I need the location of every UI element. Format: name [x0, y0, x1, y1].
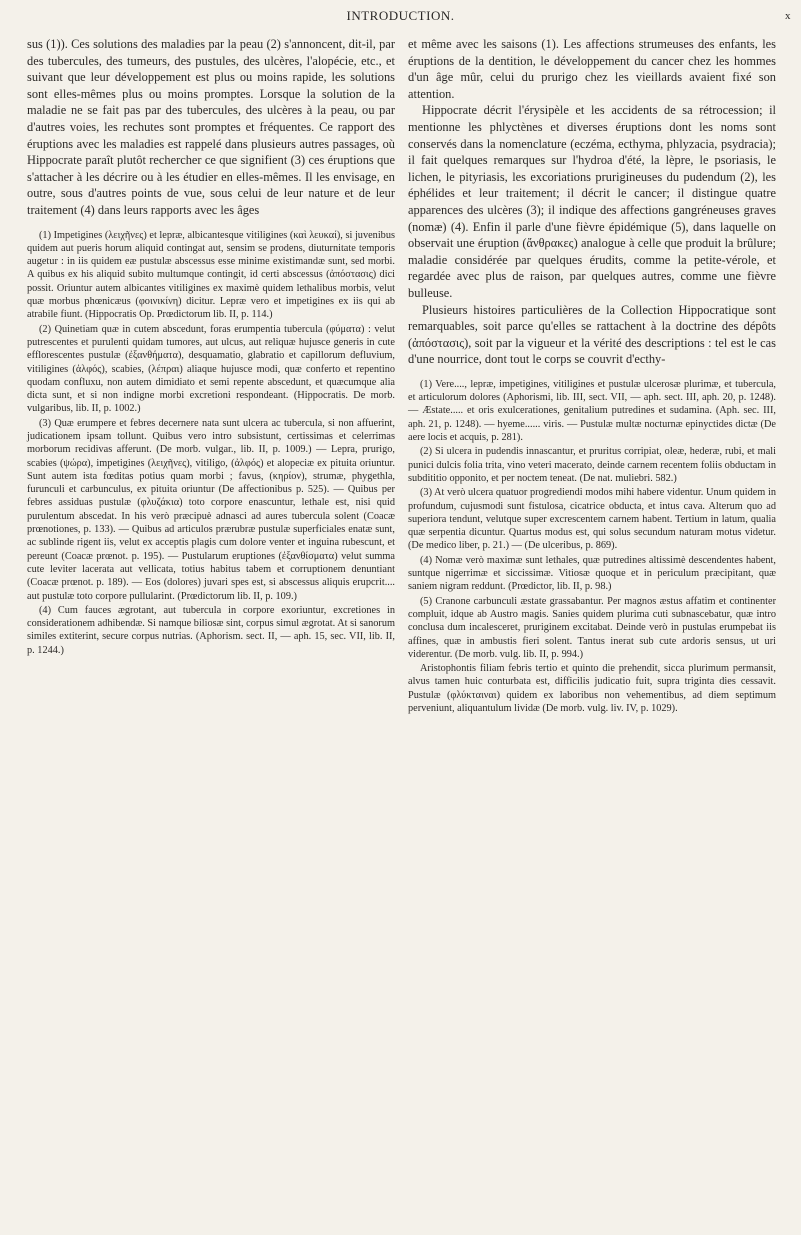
footnote: (3) At verò ulcera quatuor progrediendi modos mihi habere videntur. Unum quidem in profundum, cujusmodi sunt fistulosa, cicatrice obducta, et intus cava. Alterum quo ad superiora tendunt, velutque super excrescentem carnem habent. Tertium in latum, qualia quæ serpentia dicuntur. Quartus modus est, qui solus secundum naturam motus videtur. (De medico liber, p. 21.) — (De ulceribus, p. 869).: [408, 487, 776, 552]
right-body-text: [408, 36, 776, 368]
footnote: (5) Cranone carbunculi æstate grassabantur. Per magnos æstus affatim et continenter compluit, idque ab Austro magis. Sanies quidem plurima cuti subnascebatur, quæ intro conclusa dum incalesceret, pruriginem excitabat. Deinde verò in pustulas erumpebat iis affines, quæ in ambustis fieri solent. Tantus inerat sub cute ardoris sensus, ut uri viderentur. (De morb. vulg. lib. II, p. 994.): [408, 595, 776, 660]
left-column: [27, 36, 395, 658]
left-body-text: [27, 36, 395, 219]
footnote: (4) Nomæ verò maximæ sunt lethales, quæ putredines altissimè descendentes habent, suntque nigerrimæ et siccissimæ. Vitiosæ quoque et in periculum præcipitant, quæ saniem nigram reddunt. (Prœdictor, lib. II, p. 98.): [408, 554, 776, 593]
footnote: (4) Cum fauces ægrotant, aut tubercula in corpore exoriuntur, excretiones in considerationem adhibendæ. Si namque biliosæ sint, corpus simul ægrotat. At si sanorum similes extiterint, secure corpus nutrias. (Aphorism. sect. II, — aph. 15, sec. VII, lib. II, p. 1244.): [27, 604, 395, 656]
running-title: INTRODUCTION.: [346, 8, 455, 23]
right-paragraph: Hippocrate décrit l'érysipèle et les accidents de sa rétrocession; il mentionne les phlyctènes et diverses éruptions dont les noms sont conservés dans la nomenclature (eczéma, ecthyma, phlyzacia, psydracia); il fait quelques remarques sur l'hydroa d'été, la lèpre, le psoriasis, le lichen, le pityriasis, les excoriations prurigineuses du pudendum (2), les éphélides et leur traitement; il décrit le cancer; il distingue quatre apparences des ulcères (3); il indique des affections gangréneuses graves (nomæ) (4). Enfin il parle d'une fièvre épidémique (5), dans laquelle on observait une éruption (ἄνθρακες) analogue à celle que produit la brûlure; maladie considérée par quelques érudits, comme la petite-vérole, et regardée avec plus de raison, par quelques autres, comme une fièvre bulleuse.: [408, 103, 776, 300]
running-header: [0, 8, 801, 24]
right-column: [408, 36, 776, 716]
page-number: x: [785, 10, 791, 22]
right-paragraph: Plusieurs histoires particulières de la Collection Hippocratique sont remarquables, soit parce qu'elles se rattachent à la doctrine des dépôts (ἀπόστασις), soit par la vigueur et la vérité des descriptions : tel est le cas d'une nourrice, dont tout le corps se couvrit d'ecthy-: [408, 302, 776, 367]
footnote: (2) Quinetiam quæ in cutem abscedunt, foras erumpentia tubercula (φύματα) : velut putrescentes et purulenti quidam tumores, aut ulcus, aut reliquæ hujusce generis in cute efflorescentes pustulæ (ἐξανθήματα), desquamatio, glabratio et capillorum defluvium, vitiligines (ἀλφός), scabies, (λέπραι) aliaque hujusce modi, quæ conferto et repentino quodam confluxu, non autem dimidiato et semi repente abscedunt, et quæcumque alia dicta sunt, et si non indigne morbi excretioni respondeant. (Hippocratis. De morb. vulgaribus, lib. II, p. 1002.): [27, 323, 395, 415]
right-footnotes: [408, 378, 776, 715]
footnote: (3) Quæ erumpere et febres decernere nata sunt ulcera ac tubercula, si non affuerint, judicationem ipsam tollunt. Quibus vero intro subsistunt, certissimas et celerrimas morborum recidivas afferunt. (De morb. vulgar., lib. II, p. 1009.) — Lepra, prurigo, scabies (ψώρα), impetigines (λειχῆνες), vitiligo, (ἀλφός) et alopeciæ ex pituita oriuntur. Sunt autem ista fœditas potius quam morbi ; favus, (κηρίον), strumæ, phygethla, furunculi et carbunculus, ex pituita oriuntur (De affectionibus p. 525). — Quibus per febres assiduas pustulæ (φλυζάκια) toto corpore enascuntur, lethale est, nisi quid purulentum abscedat. In his verò præcipuè adnasci ad aures tubercula solent (Coacæ prœnotiones, p. 133). — Quibus ad articulos prærubræ pustulæ superficiales enatæ sunt, ac sublinde rigent iis, velut ex acceptis plagis cum dolore venter et inguina rubescunt, et pereunt (Coacæ prœnot. p. 195). — Pustularum eruptiones (ἐξανθίσματα) velut summa cute leviter lacerata aut vellicata, totius habitus tabem et corruptionem denuntiant (Coacæ prœnot. p. 189). — Eos (dolores) juvari spes est, si abscessus aliquis erupcrit.... aut pustulæ toto corpore pullularint. (Prœdictorum lib. II, p. 109.): [27, 417, 395, 602]
right-paragraph: et même avec les saisons (1). Les affections strumeuses des enfants, les éruptions de la dentition, le développement du cancer chez les hommes d'un âge mûr, celui du prurigo chez les vieillards avaient fixé son attention.: [408, 37, 776, 101]
footnote: (1) Impetigines (λειχῆνες) et lepræ, albicantesque vitiligines (καὶ λευκαί), si juvenibus quidem aut pueris horum aliquid contingat aut, sensim se prodens, diuturnitate temporis augetur : in iis quidem eæ pustulæ abscessus esse minime existimandæ sunt, sed morbi. A quibus ex his aliquid subito multumque contingit, id certi abscessus (ἀπόστασις) dici possit. Oriuntur autem albicantes vitiligines ex maximè quidem lethalibus morbis, velut quæ morbus phœnicæus (φοινικίνη) dicitur. Lepræ vero et impetigines ex iis qui ab atrabile fiunt. (Hippocratis Op. Prœdictorum lib. II, p. 114.): [27, 229, 395, 321]
footnote: (1) Vere...., lepræ, impetigines, vitiligines et pustulæ ulcerosæ plurimæ, et tubercula, et articulorum dolores (Aphorismi, lib. III, sect. VII, — aph. sect. III, aph. 20, p. 1248). — Æstate..... et oris exulcerationes, genitalium putredines et sudamina. (Aph. sec. III, aph. 21, p. 1248). — hyeme...... viris. — Pustulæ multæ nocturnæ epinyctides dictæ (De aere locis et acquis, p. 281).: [408, 378, 776, 444]
left-paragraph: sus (1)). Ces solutions des maladies par la peau (2) s'annoncent, dit-il, par des tubercules, des tumeurs, des pustules, des ulcères, l'alopécie, etc., et suivant que leur développement est plus ou moins rapide, les solutions sont elles-mêmes plus ou moins promptes. Lorsque la solution de la maladie ne se fait pas par des tubercules, des ulcères à la peau, ou par d'autres voies, les rechutes sont promptes et fréquentes. Ce rapport des éruptions avec les maladies est rappelé dans plusieurs autres passages, où Hippocrate paraît plutôt rechercher ce que signifient (3) ces éruptions que s'attacher à les décrire ou à les étudier en elles-mêmes. Il les envisage, en outre, sous d'autres points de vue, sous celui de leur nature et de leur traitement (4) dans leurs rapports avec les âges: [27, 37, 395, 217]
left-footnotes: [27, 229, 395, 658]
footnote: (2) Si ulcera in pudendis innascantur, et pruritus corripiat, oleæ, hederæ, rubi, et mali punici dulcis folia trita, vino veteri macerato, deinde carnem recentem foliis obductam in subdititio opponito, et per noctem teneat. (De nat. muliebri. 582.): [408, 446, 776, 484]
footnote: Aristophontis filiam febris tertio et quinto die prehendit, sicca plurimum permansit, alvus tamen huic conturbata est, difficilis judicatio fuit, supra triginta dies cessavit. Pustulæ (φλύκταιναι) quidem ex laboribus non vehementibus, ad diem septimum perveniunt, aliquantulum lividæ (De morb. vulg. liv. IV, p. 1029).: [408, 663, 776, 714]
